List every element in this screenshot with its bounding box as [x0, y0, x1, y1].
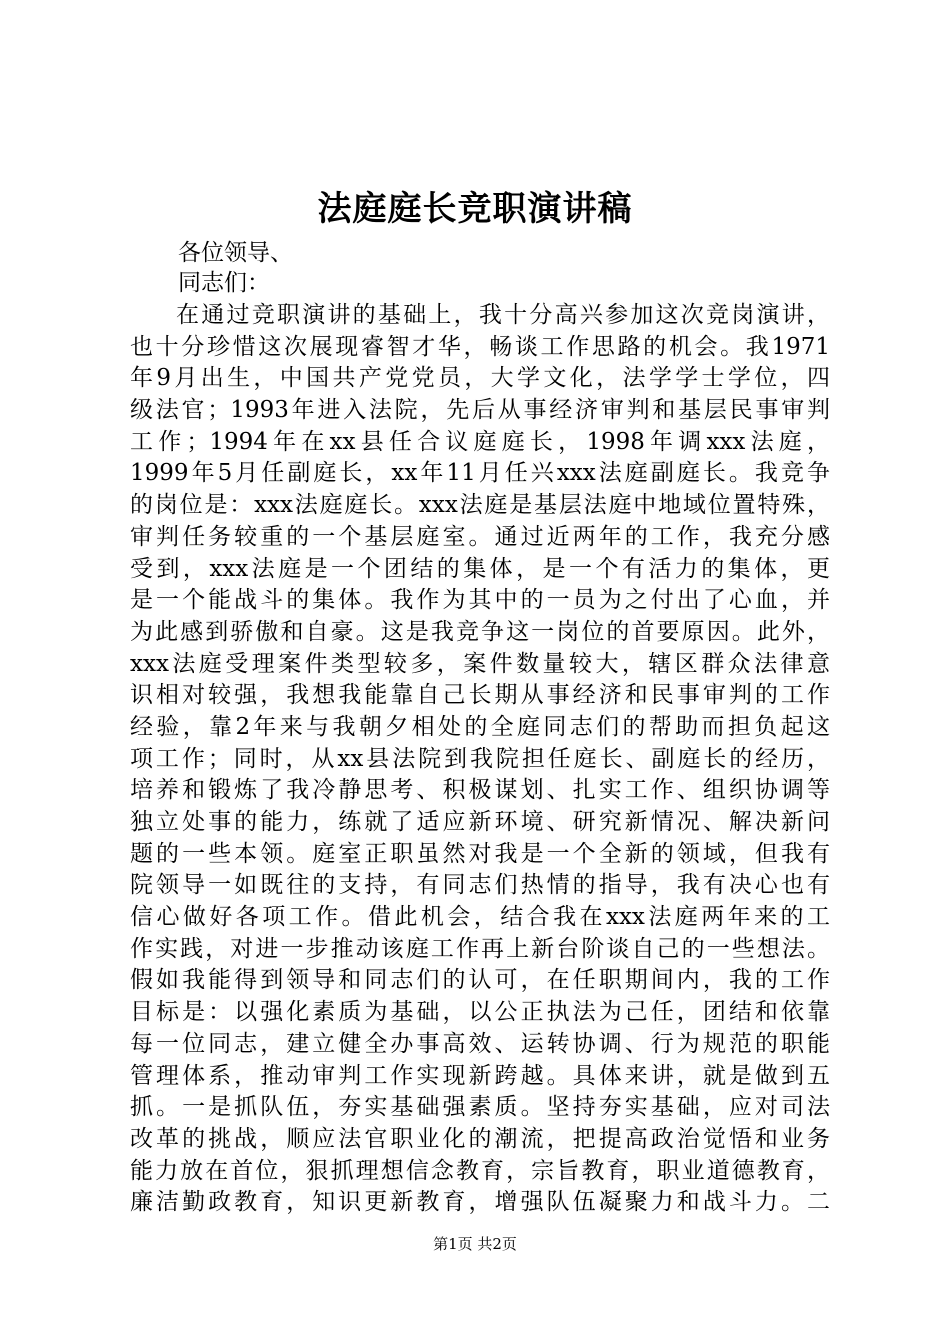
body-line: 假如我能得到领导和同志们的认可，在任职期间内，我的工作: [130, 967, 830, 994]
body-line: 的岗位是：xxx法庭庭长。xxx法庭是基层法庭中地域位置特殊，: [130, 492, 830, 519]
body-line: 信心做好各项工作。借此机会，结合我在xxx法庭两年来的工: [130, 904, 830, 931]
body-line: 受到，xxx法庭是一个团结的集体，是一个有活力的集体，更: [130, 555, 830, 582]
body-line: 在通过竞职演讲的基础上，我十分高兴参加这次竞岗演讲，: [176, 302, 830, 328]
body-line: 廉洁勤政教育，知识更新教育，增强队伍凝聚力和战斗力。二: [130, 1189, 830, 1216]
body-line: 识相对较强，我想我能靠自己长期从事经济和民事审判的工作: [130, 682, 830, 709]
body-line: 目标是：以强化素质为基础，以公正执法为己任，团结和依靠: [130, 999, 830, 1026]
body-line: 每一位同志，建立健全办事高效、运转协调、行为规范的职能: [130, 1030, 830, 1057]
body-line: 也十分珍惜这次展现睿智才华，畅谈工作思路的机会。我1971: [130, 333, 830, 360]
body-line: 是一个能战斗的集体。我作为其中的一员为之付出了心血，并: [130, 587, 830, 614]
body-line: 为此感到骄傲和自豪。这是我竞争这一岗位的首要原因。此外，: [130, 618, 830, 645]
speech-body: [130, 300, 830, 1219]
body-line: 院领导一如既往的支持，有同志们热情的指导，我有决心也有: [130, 872, 830, 899]
body-line: 经验，靠2年来与我朝夕相处的全庭同志们的帮助而担负起这: [130, 713, 830, 740]
body-line: 作实践，对进一步推动该庭工作再上新台阶谈自己的一些想法。: [130, 935, 830, 962]
body-line: 独立处事的能力，练就了适应新环境、研究新情况、解决新问: [130, 809, 830, 835]
body-line: 培养和锻炼了我冷静思考、积极谋划、扎实工作、组织协调等: [130, 777, 830, 804]
body-line: 级法官；1993年进入法院，先后从事经济审判和基层民事审判: [130, 397, 830, 424]
document-title: 法庭庭长竞职演讲稿: [317, 189, 633, 229]
body-line: xxx法庭受理案件类型较多，案件数量较大，辖区群众法律意: [130, 650, 830, 677]
salutation-comrades: 同志们：: [178, 270, 270, 296]
body-line: 1999年5月任副庭长，xx年11月任兴xxx法庭副庭长。我竞争: [130, 460, 830, 487]
body-line: 管理体系，推动审判工作实现新跨越。具体来讲，就是做到五: [130, 1062, 830, 1089]
body-line: 改革的挑战，顺应法官职业化的潮流，把提高政治觉悟和业务: [130, 1125, 830, 1152]
body-line: 题的一些本领。庭室正职虽然对我是一个全新的领域，但我有: [130, 840, 830, 867]
body-line: 项工作；同时，从xx县法院到我院担任庭长、副庭长的经历，: [130, 745, 830, 772]
body-line: 能力放在首位，狠抓理想信念教育，宗旨教育，职业道德教育，: [130, 1157, 830, 1184]
salutation-leaders: 各位领导、: [178, 240, 293, 266]
body-line: 抓。一是抓队伍，夯实基础强素质。坚持夯实基础，应对司法: [130, 1094, 830, 1121]
body-line: 审判任务较重的一个基层庭室。通过近两年的工作，我充分感: [130, 523, 830, 550]
body-line: 年9月出生，中国共产党党员，大学文化，法学学士学位，四: [130, 365, 830, 392]
page-number-footer: 第1页 共2页: [433, 1235, 517, 1253]
body-line: 工作；1994年在xx县任合议庭庭长，1998年调xxx法庭，: [130, 428, 830, 455]
